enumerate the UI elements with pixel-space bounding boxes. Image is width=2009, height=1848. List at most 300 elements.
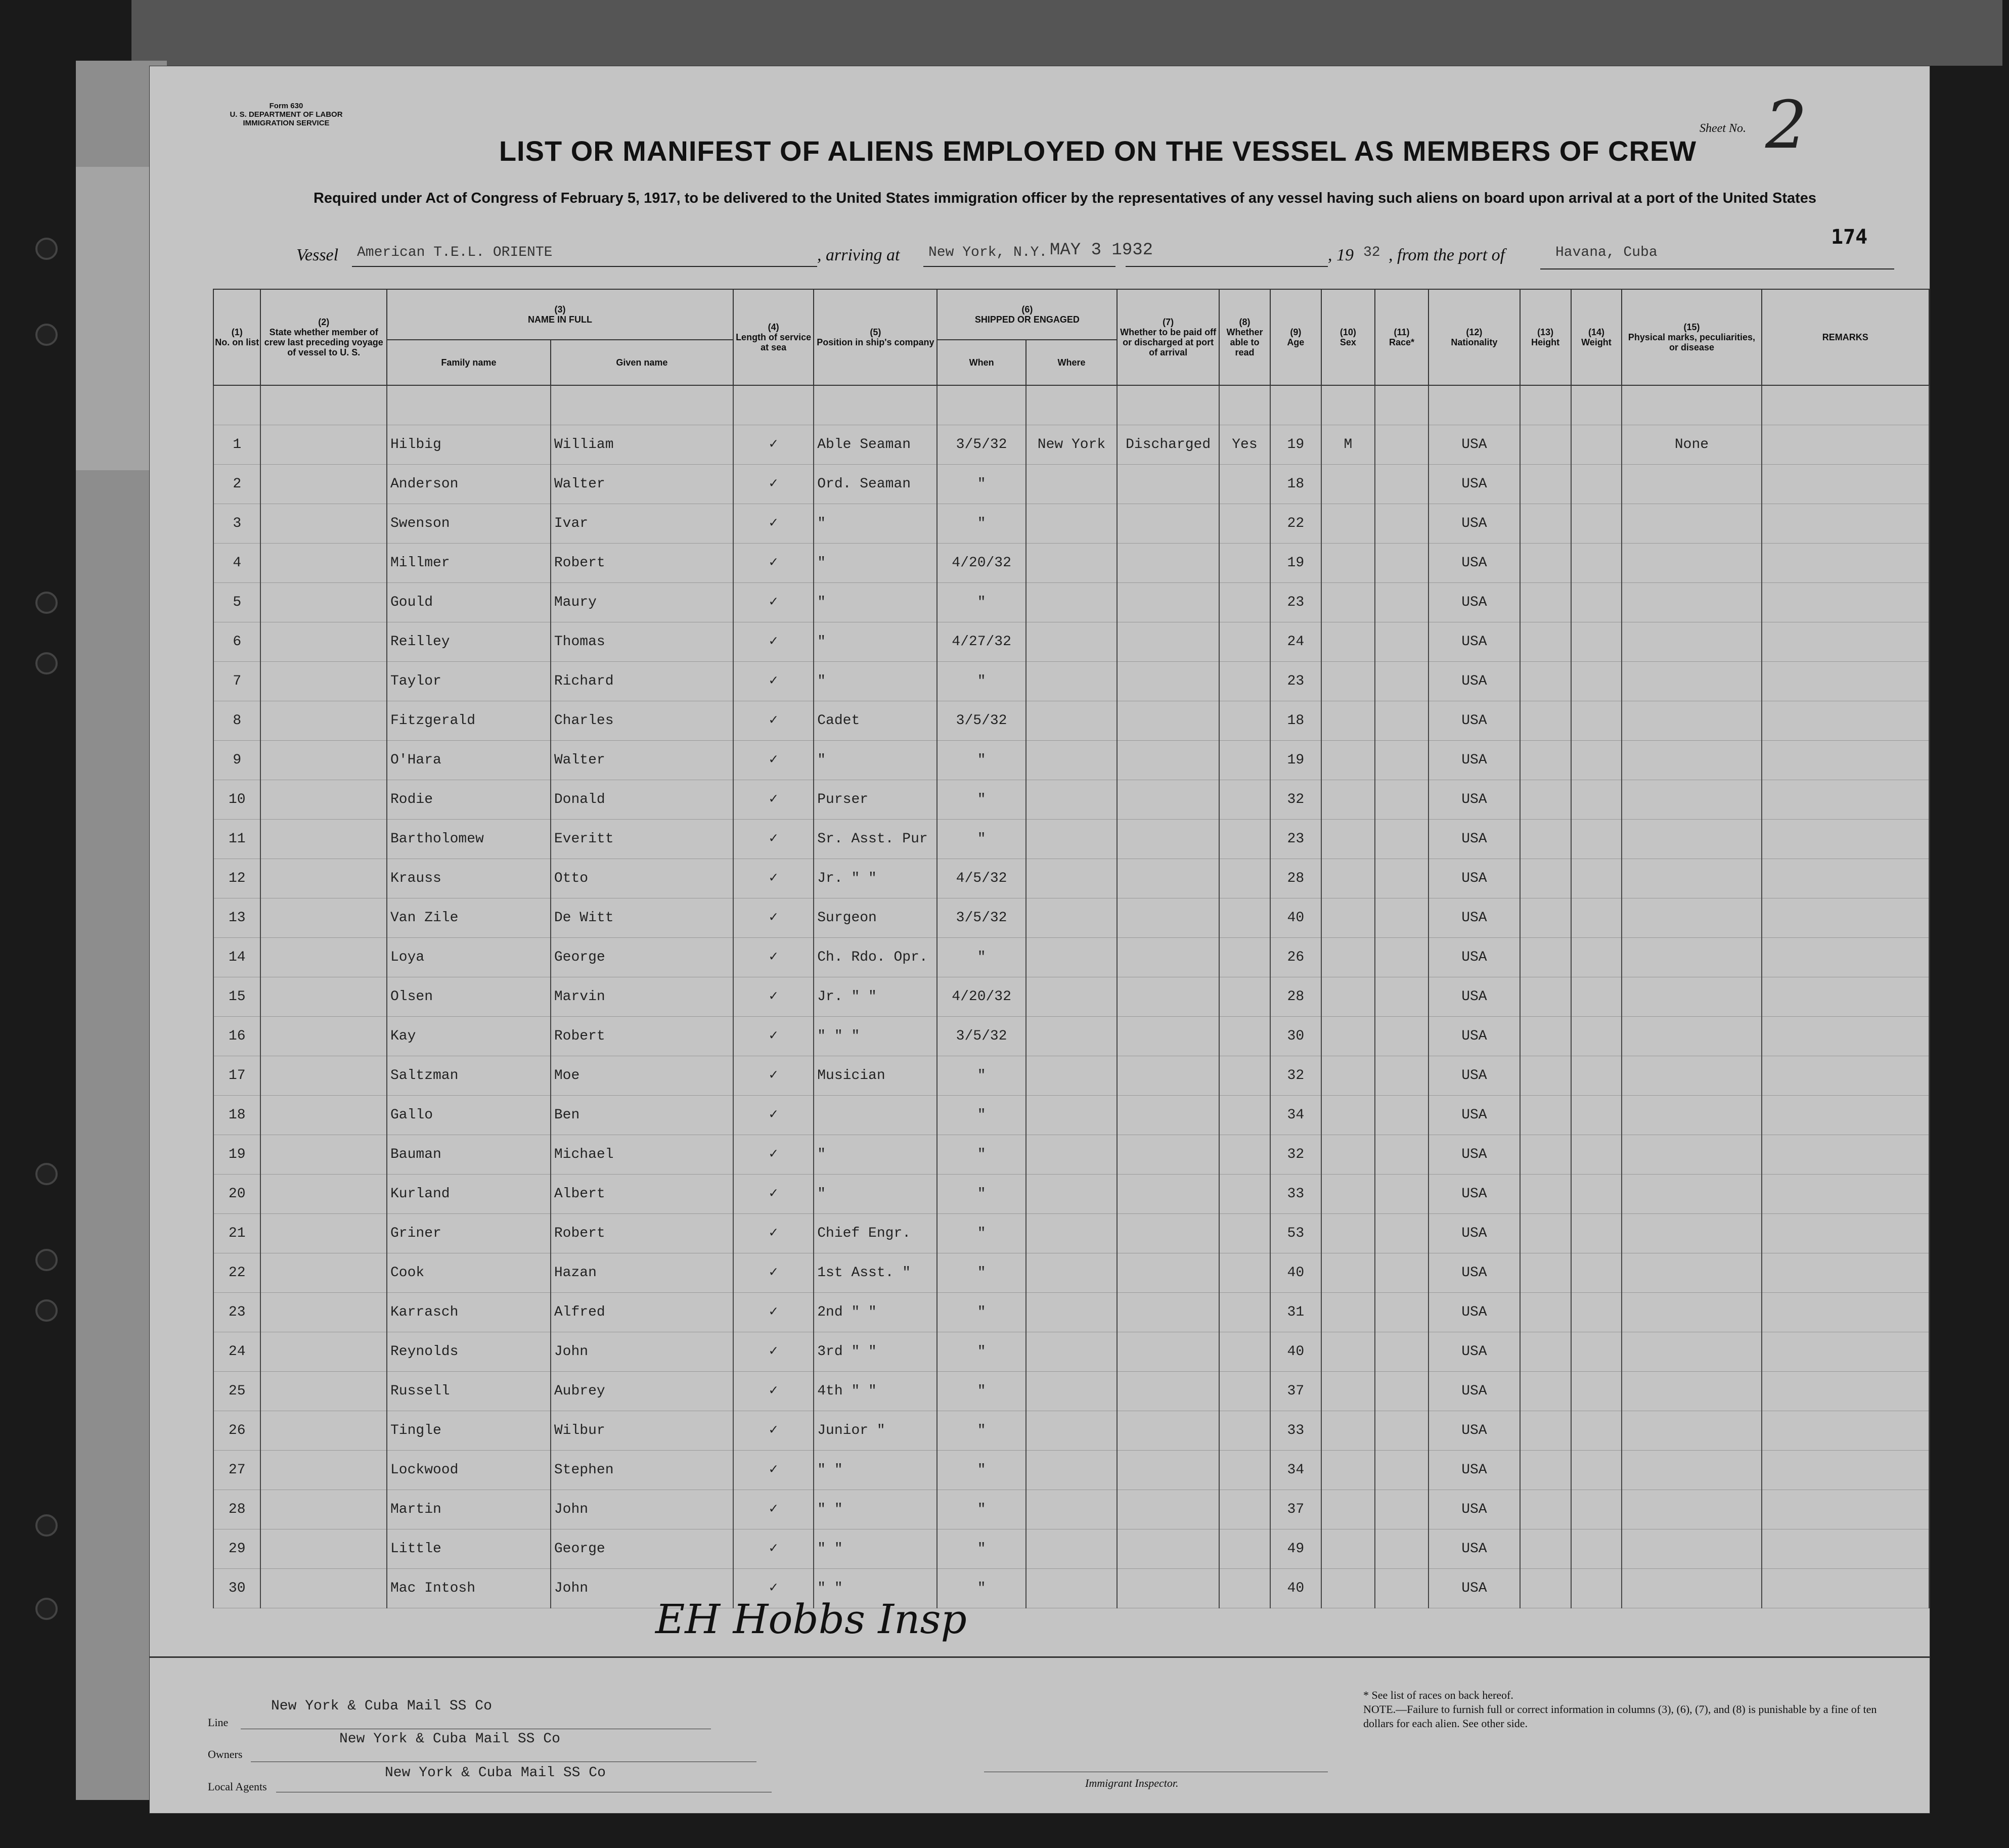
age: 32	[1270, 1056, 1321, 1096]
height-cell	[1520, 583, 1571, 622]
remarks-cell	[1762, 898, 1929, 938]
sex	[1321, 1490, 1375, 1529]
height-cell	[1520, 1253, 1571, 1293]
shipped-where	[1026, 1135, 1118, 1175]
last-voyage-cell	[260, 583, 387, 622]
form-header	[215, 102, 357, 127]
family-name: Kurland	[387, 1175, 551, 1214]
paid-off	[1117, 898, 1219, 938]
col-race-header: (11) Race*	[1375, 289, 1428, 385]
age: 49	[1270, 1529, 1321, 1569]
table-row	[213, 1490, 1929, 1529]
sex	[1321, 1332, 1375, 1372]
height-cell	[1520, 780, 1571, 820]
col-name-header: (3) NAME IN FULL	[387, 289, 733, 340]
family-name: Van Zile	[387, 898, 551, 938]
shipped-when: "	[937, 741, 1025, 780]
given-name: George	[551, 1529, 733, 1569]
physical-marks	[1622, 1490, 1761, 1529]
shipped-where	[1026, 1293, 1118, 1332]
col-sex-header: (10) Sex	[1321, 289, 1375, 385]
service-check-mark: ✓	[733, 1529, 814, 1569]
paid-off: Discharged	[1117, 425, 1219, 465]
age: 19	[1270, 544, 1321, 583]
race-cell	[1375, 1096, 1428, 1135]
paid-off	[1117, 1293, 1219, 1332]
col-shipped-header: (6) SHIPPED OR ENGAGED	[937, 289, 1117, 340]
age: 37	[1270, 1490, 1321, 1529]
nationality: USA	[1428, 1569, 1520, 1608]
physical-marks	[1622, 1017, 1761, 1056]
given-name: Donald	[551, 780, 733, 820]
family-name: Kay	[387, 1017, 551, 1056]
given-name: Walter	[551, 465, 733, 504]
remarks-cell	[1762, 938, 1929, 977]
weight-cell	[1571, 1372, 1622, 1411]
last-voyage-cell	[260, 859, 387, 898]
able-to-read	[1219, 780, 1270, 820]
remarks-cell	[1762, 425, 1929, 465]
physical-marks	[1622, 977, 1761, 1017]
last-voyage-cell	[260, 1529, 387, 1569]
col-service-header: (4) Length of service at sea	[733, 289, 814, 385]
shipped-when: 3/5/32	[937, 701, 1025, 741]
remarks-cell	[1762, 1411, 1929, 1451]
given-name: Robert	[551, 1017, 733, 1056]
remarks-cell	[1762, 1096, 1929, 1135]
shipped-where	[1026, 1529, 1118, 1569]
weight-cell	[1571, 1411, 1622, 1451]
year-prefix: , 19	[1328, 246, 1354, 264]
shipped-when: "	[937, 1056, 1025, 1096]
paid-off	[1117, 1214, 1219, 1253]
paid-off	[1117, 504, 1219, 544]
service-check-mark: ✓	[733, 741, 814, 780]
height-cell	[1520, 465, 1571, 504]
shipped-where	[1026, 938, 1118, 977]
height-cell	[1520, 1017, 1571, 1056]
table-row	[213, 1056, 1929, 1096]
shipped-where	[1026, 1451, 1118, 1490]
nationality: USA	[1428, 544, 1520, 583]
height-cell	[1520, 820, 1571, 859]
shipped-when: "	[937, 465, 1025, 504]
shipped-when: "	[937, 1490, 1025, 1529]
shipped-when: "	[937, 1135, 1025, 1175]
sex	[1321, 1056, 1375, 1096]
row-number: 3	[213, 504, 260, 544]
service-check-mark: ✓	[733, 1332, 814, 1372]
shipped-where	[1026, 820, 1118, 859]
last-voyage-cell	[260, 1569, 387, 1608]
able-to-read	[1219, 622, 1270, 662]
vessel-underline	[352, 266, 817, 267]
age: 28	[1270, 859, 1321, 898]
race-cell	[1375, 583, 1428, 622]
binder-hole	[35, 1299, 58, 1322]
row-number: 6	[213, 622, 260, 662]
physical-marks	[1622, 1096, 1761, 1135]
family-name: Gallo	[387, 1096, 551, 1135]
paid-off	[1117, 1175, 1219, 1214]
paid-off	[1117, 622, 1219, 662]
height-cell	[1520, 938, 1571, 977]
service-check-mark: ✓	[733, 859, 814, 898]
shipped-when: "	[937, 504, 1025, 544]
shipped-where	[1026, 1175, 1118, 1214]
service-check-mark: ✓	[733, 662, 814, 701]
service-check-mark: ✓	[733, 1214, 814, 1253]
age: 30	[1270, 1017, 1321, 1056]
physical-marks	[1622, 1253, 1761, 1293]
sex	[1321, 1411, 1375, 1451]
able-to-read	[1219, 1096, 1270, 1135]
last-voyage-cell	[260, 1214, 387, 1253]
nationality: USA	[1428, 1017, 1520, 1056]
weight-cell	[1571, 859, 1622, 898]
row-number: 25	[213, 1372, 260, 1411]
binder-hole	[35, 592, 58, 614]
family-name: Anderson	[387, 465, 551, 504]
last-voyage-cell	[260, 1451, 387, 1490]
physical-marks	[1622, 1332, 1761, 1372]
manifest-page	[149, 66, 1930, 1814]
col-remarks-header: REMARKS	[1762, 289, 1929, 385]
able-to-read: Yes	[1219, 425, 1270, 465]
age: 40	[1270, 1253, 1321, 1293]
shipped-where	[1026, 622, 1118, 662]
sex	[1321, 1451, 1375, 1490]
height-cell	[1520, 1411, 1571, 1451]
height-cell	[1520, 859, 1571, 898]
able-to-read	[1219, 1372, 1270, 1411]
family-name: Little	[387, 1529, 551, 1569]
given-name: Alfred	[551, 1293, 733, 1332]
shipped-where	[1026, 1569, 1118, 1608]
paid-off	[1117, 1451, 1219, 1490]
physical-marks	[1622, 1056, 1761, 1096]
service-check-mark: ✓	[733, 820, 814, 859]
age: 24	[1270, 622, 1321, 662]
shipped-where	[1026, 544, 1118, 583]
race-note: * See list of races on back hereof.	[1363, 1689, 1513, 1701]
from-port: Havana, Cuba	[1555, 245, 1658, 260]
service-check-mark: ✓	[733, 977, 814, 1017]
last-voyage-cell	[260, 1175, 387, 1214]
position: Junior "	[814, 1411, 937, 1451]
able-to-read	[1219, 1293, 1270, 1332]
table-row	[213, 544, 1929, 583]
paid-off	[1117, 701, 1219, 741]
weight-cell	[1571, 1569, 1622, 1608]
last-voyage-cell	[260, 1017, 387, 1056]
col-when-header: When	[937, 340, 1025, 385]
given-name: Michael	[551, 1135, 733, 1175]
last-voyage-cell	[260, 701, 387, 741]
physical-marks	[1622, 662, 1761, 701]
agents-value: New York & Cuba Mail SS Co	[385, 1765, 606, 1781]
position: Ord. Seaman	[814, 465, 937, 504]
row-number: 4	[213, 544, 260, 583]
sex	[1321, 504, 1375, 544]
table-row	[213, 662, 1929, 701]
remarks-cell	[1762, 1253, 1929, 1293]
position	[814, 1096, 937, 1135]
shipped-when: "	[937, 1332, 1025, 1372]
row-number: 5	[213, 583, 260, 622]
physical-marks	[1622, 544, 1761, 583]
weight-cell	[1571, 1293, 1622, 1332]
given-name: John	[551, 1332, 733, 1372]
binder-hole	[35, 1598, 58, 1620]
given-name: Aubrey	[551, 1372, 733, 1411]
height-cell	[1520, 662, 1571, 701]
sex	[1321, 1372, 1375, 1411]
physical-marks	[1622, 859, 1761, 898]
shipped-when: "	[937, 1253, 1025, 1293]
crew-table	[213, 289, 1930, 1608]
family-name: Karrasch	[387, 1293, 551, 1332]
position: 3rd " "	[814, 1332, 937, 1372]
service: IMMIGRATION SERVICE	[243, 119, 330, 127]
table-row	[213, 701, 1929, 741]
able-to-read	[1219, 820, 1270, 859]
family-name: Fitzgerald	[387, 701, 551, 741]
given-name: John	[551, 1569, 733, 1608]
col-nationality-header: (12) Nationality	[1428, 289, 1520, 385]
crew-rows	[213, 385, 1929, 1608]
footer-notes	[1363, 1688, 1899, 1731]
col-last-voyage-header: (2) State whether member of crew last preceding voyage of vessel to U. S.	[260, 289, 387, 385]
shipped-where	[1026, 1214, 1118, 1253]
position: "	[814, 1135, 937, 1175]
position: 4th " "	[814, 1372, 937, 1411]
paid-off	[1117, 583, 1219, 622]
paid-off	[1117, 859, 1219, 898]
able-to-read	[1219, 583, 1270, 622]
last-voyage-cell	[260, 1135, 387, 1175]
height-cell	[1520, 1332, 1571, 1372]
arriving-label: , arriving at	[817, 246, 900, 264]
sheet-number: 2	[1765, 86, 1807, 163]
shipped-where	[1026, 1096, 1118, 1135]
position: Cadet	[814, 701, 937, 741]
table-row	[213, 1411, 1929, 1451]
height-cell	[1520, 544, 1571, 583]
given-name: Maury	[551, 583, 733, 622]
given-name: Charles	[551, 701, 733, 741]
sex	[1321, 898, 1375, 938]
corner-number: 174	[1831, 226, 1868, 249]
race-cell	[1375, 1569, 1428, 1608]
age: 18	[1270, 701, 1321, 741]
nationality: USA	[1428, 1135, 1520, 1175]
shipped-where	[1026, 1411, 1118, 1451]
able-to-read	[1219, 1175, 1270, 1214]
physical-marks	[1622, 820, 1761, 859]
department: U. S. DEPARTMENT OF LABOR	[230, 110, 343, 119]
shipped-when: "	[937, 938, 1025, 977]
weight-cell	[1571, 1529, 1622, 1569]
service-check-mark: ✓	[733, 1490, 814, 1529]
row-number: 26	[213, 1411, 260, 1451]
sex	[1321, 1253, 1375, 1293]
paid-off	[1117, 977, 1219, 1017]
able-to-read	[1219, 977, 1270, 1017]
service-check-mark: ✓	[733, 1175, 814, 1214]
shipped-when: "	[937, 1293, 1025, 1332]
height-cell	[1520, 1490, 1571, 1529]
last-voyage-cell	[260, 1293, 387, 1332]
manifest-footer	[150, 1656, 1930, 1814]
service-check-mark: ✓	[733, 465, 814, 504]
col-given-name-header: Given name	[551, 340, 733, 385]
row-number: 29	[213, 1529, 260, 1569]
paid-off	[1117, 780, 1219, 820]
remarks-cell	[1762, 1490, 1929, 1529]
sex	[1321, 938, 1375, 977]
race-cell	[1375, 1451, 1428, 1490]
given-name: Moe	[551, 1056, 733, 1096]
age: 19	[1270, 741, 1321, 780]
position: "	[814, 622, 937, 662]
race-cell	[1375, 1372, 1428, 1411]
shipped-where	[1026, 583, 1118, 622]
sex	[1321, 701, 1375, 741]
shipped-when: "	[937, 1411, 1025, 1451]
table-row	[213, 1372, 1929, 1411]
able-to-read	[1219, 1529, 1270, 1569]
weight-cell	[1571, 1214, 1622, 1253]
family-name: Mac Intosh	[387, 1569, 551, 1608]
paid-off	[1117, 820, 1219, 859]
weight-cell	[1571, 622, 1622, 662]
nationality: USA	[1428, 504, 1520, 544]
physical-marks	[1622, 1411, 1761, 1451]
row-number: 28	[213, 1490, 260, 1529]
position: Chief Engr.	[814, 1214, 937, 1253]
race-cell	[1375, 1529, 1428, 1569]
nationality: USA	[1428, 1175, 1520, 1214]
shipped-when: "	[937, 662, 1025, 701]
position: Musician	[814, 1056, 937, 1096]
paid-off	[1117, 1017, 1219, 1056]
able-to-read	[1219, 662, 1270, 701]
height-cell	[1520, 1372, 1571, 1411]
last-voyage-cell	[260, 741, 387, 780]
shipped-where	[1026, 701, 1118, 741]
age: 40	[1270, 1569, 1321, 1608]
physical-marks	[1622, 622, 1761, 662]
sex	[1321, 544, 1375, 583]
shipped-when: 3/5/32	[937, 1017, 1025, 1056]
col-position-header: (5) Position in ship's company	[814, 289, 937, 385]
position: 1st Asst. "	[814, 1253, 937, 1293]
table-row	[213, 859, 1929, 898]
race-cell	[1375, 859, 1428, 898]
shipped-where	[1026, 977, 1118, 1017]
position: "	[814, 662, 937, 701]
nationality: USA	[1428, 701, 1520, 741]
sex	[1321, 583, 1375, 622]
from-underline	[1540, 268, 1894, 269]
remarks-cell	[1762, 1017, 1929, 1056]
weight-cell	[1571, 701, 1622, 741]
nationality: USA	[1428, 938, 1520, 977]
height-cell	[1520, 1293, 1571, 1332]
family-name: Taylor	[387, 662, 551, 701]
race-cell	[1375, 1175, 1428, 1214]
shipped-when: 4/20/32	[937, 977, 1025, 1017]
position: Jr. " "	[814, 977, 937, 1017]
height-cell	[1520, 622, 1571, 662]
remarks-cell	[1762, 1569, 1929, 1608]
position: " "	[814, 1490, 937, 1529]
shipped-when: "	[937, 1569, 1025, 1608]
family-name: Reilley	[387, 622, 551, 662]
age: 34	[1270, 1096, 1321, 1135]
table-row	[213, 1332, 1929, 1372]
race-cell	[1375, 662, 1428, 701]
last-voyage-cell	[260, 504, 387, 544]
row-number: 1	[213, 425, 260, 465]
height-cell	[1520, 977, 1571, 1017]
weight-cell	[1571, 780, 1622, 820]
inspector-label: Immigrant Inspector.	[1085, 1777, 1179, 1789]
able-to-read	[1219, 1056, 1270, 1096]
age: 23	[1270, 662, 1321, 701]
paid-off	[1117, 1490, 1219, 1529]
weight-cell	[1571, 662, 1622, 701]
table-row	[213, 1214, 1929, 1253]
nationality: USA	[1428, 583, 1520, 622]
weight-cell	[1571, 1017, 1622, 1056]
sex	[1321, 741, 1375, 780]
nationality: USA	[1428, 1332, 1520, 1372]
able-to-read	[1219, 859, 1270, 898]
race-cell	[1375, 701, 1428, 741]
shipped-when: "	[937, 1096, 1025, 1135]
weight-cell	[1571, 1451, 1622, 1490]
arrival-underline	[923, 266, 1115, 267]
physical-marks	[1622, 504, 1761, 544]
race-cell	[1375, 1017, 1428, 1056]
race-cell	[1375, 1490, 1428, 1529]
given-name: Hazan	[551, 1253, 733, 1293]
nationality: USA	[1428, 780, 1520, 820]
position: Able Seaman	[814, 425, 937, 465]
sheet-label: Sheet No.	[1700, 122, 1746, 135]
paid-off	[1117, 544, 1219, 583]
position: "	[814, 1175, 937, 1214]
nationality: USA	[1428, 859, 1520, 898]
owners-label: Owners	[208, 1748, 243, 1761]
last-voyage-cell	[260, 977, 387, 1017]
shipped-when: "	[937, 1372, 1025, 1411]
age: 23	[1270, 820, 1321, 859]
service-check-mark: ✓	[733, 701, 814, 741]
height-cell	[1520, 741, 1571, 780]
able-to-read	[1219, 1332, 1270, 1372]
sex	[1321, 662, 1375, 701]
shipped-when: "	[937, 1451, 1025, 1490]
document-subtitle: Required under Act of Congress of February 5, 1917, to be delivered to the United States immigration officer by the representatives of any vessel having such aliens on board upon arrival at a port of the United States	[313, 190, 1817, 206]
last-voyage-cell	[260, 1372, 387, 1411]
remarks-cell	[1762, 1214, 1929, 1253]
paid-off	[1117, 938, 1219, 977]
sex	[1321, 1017, 1375, 1056]
age: 33	[1270, 1175, 1321, 1214]
